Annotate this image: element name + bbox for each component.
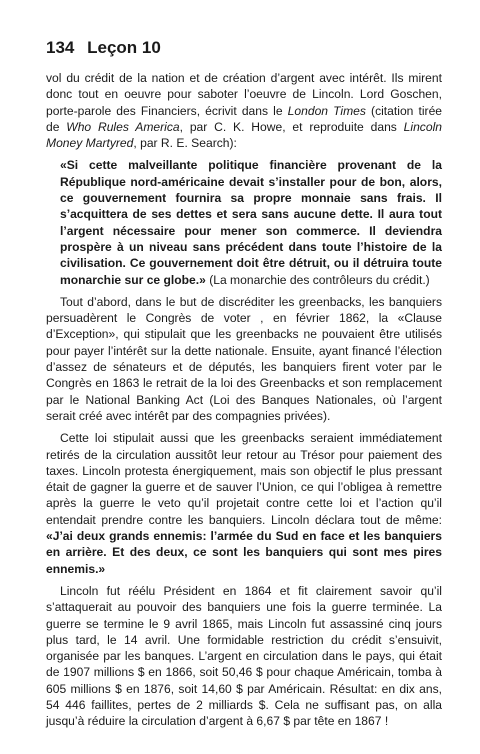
italic-title: London Times bbox=[287, 103, 366, 118]
paragraph-text: Tout d’abord, dans le but de discréditer les greenbacks, les banquiers persuadèrent le Congrès de voter , en février 1862, la «Clause d’Exception», qui stipulait que les greenbacks ne pouvaient être utilisés pour payer l’intérêt sur la dette nationale. Ensuite, ayant financé l’élection d’assez de sénateurs et de députés, les banquiers firent voter par le Congrès en 1863 le retrait de la loi des Greenbacks et son remplacement par le National Banking Act (Loi des Banques Nationales, où l’argent serait créé avec intérêt par des compagnies privées). bbox=[46, 294, 442, 423]
paragraph-lincoln-protest bbox=[46, 430, 442, 577]
goschen-quote bbox=[46, 157, 442, 287]
quote-bold-text: «Si cette malveillante politique financière provenant de la République nord-américaine devait s’installer pour de bon, alors, ce gouvernement fournira sa propre monnaie sans frais. Il s’acquittera de ses dettes et sera sans aucune dette. Il aura tout l’argent nécessaire pour mener son commerce. Il deviendra prospère à un niveau sans précédent dans toute l’histoire de la civilisation. Ce gouvernement doit être détruit, ou il détruira toute monarchie sur ce globe.» bbox=[60, 158, 442, 287]
quote-tail: (La monarchie des contrôleurs du crédit.) bbox=[205, 272, 430, 287]
page-number: 134 bbox=[46, 38, 75, 57]
paragraph-text: vol du crédit de la nation et de création d’argent avec intérêt. Ils mirent donc tout en oeuvre pour saboter l’oeuvre de Lincoln. Lord Goschen, porte-parole des Financiers, écrivit dans le bbox=[46, 71, 442, 118]
paragraph-assassination bbox=[46, 583, 442, 730]
lesson-title: Leçon 10 bbox=[87, 38, 161, 57]
paragraph-intro bbox=[46, 70, 442, 151]
lincoln-quote: «J’ai deux grands ennemis: l’armée du Sud en face et les banquiers en arrière. Et des deux, ce sont les banquiers qui sont mes pires ennemis.» bbox=[46, 529, 442, 576]
italic-title: Who Rules America bbox=[66, 119, 180, 134]
paragraph-text: , par C. K. Howe, et reproduite dans bbox=[179, 119, 404, 134]
paragraph-greenbacks bbox=[46, 294, 442, 424]
paragraph-text: (citation tirée de bbox=[46, 103, 443, 134]
paragraph-text: Cette loi stipulait aussi que les greenbacks seraient immédiatement retirés de la circulation aussitôt leur retour au Trésor pour paiement des taxes. Lincoln protesta énergiquement, mais son objectif le plus pressant était de gagner la guerre et de sauver l’Union, ce qui l’obligea à remettre après la guerre le veto qu’il projetait contre cette loi et l’action qu’il entendait prendre contre les banquiers. Lincoln déclara tout de même: bbox=[46, 431, 442, 527]
paragraph-text: , par R. E. Search): bbox=[133, 136, 237, 151]
book-page bbox=[46, 38, 442, 730]
running-header bbox=[46, 38, 442, 58]
italic-title: Lincoln Money Martyred bbox=[46, 119, 442, 151]
paragraph-text: Lincoln fut réélu Président en 1864 et fit clairement savoir qu’il s’attaquerait au pouvoir des banquiers une fois la guerre terminée. La guerre se termine le 9 avril 1865, mais Lincoln fut assassiné cinq jours plus tard, le 14 avril. Une formidable restriction du crédit s’ensuivit, organisée par les banques. L’argent en circulation dans le pays, qui était de 1907 millions $ en 1866, soit 50,46 $ pour chaque Américain, tomba à 605 millions $ en 1876, soit 14,60 $ par Américain. Résultat: en dix ans, 54 446 faillites, pertes de 2 milliards $. Cela ne suffisant pas, on alla jusqu’à réduire la circulation d’argent à 6,67 $ par tête en 1867 ! bbox=[46, 583, 442, 729]
